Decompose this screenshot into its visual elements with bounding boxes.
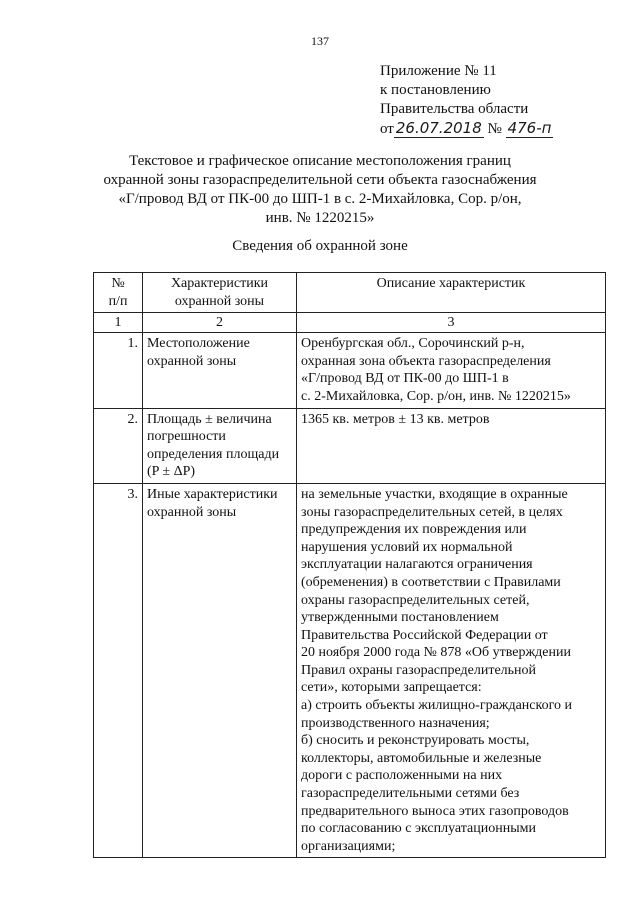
title-line-3: «Г/провод ВД от ПК-00 до ШП-1 в с. 2-Михайловка, Сор. р/он, — [118, 191, 522, 207]
table-row — [94, 333, 606, 408]
row-characteristic: Местоположение охранной зоны — [143, 333, 297, 408]
row-description: на земельные участки, входящие в охранные зоны газораспределительных сетей, в целях предупреждения их повреждения или нарушения условий их нормальной эксплуатации налагаются ограничения (обременения) в соответствии с Правилами охраны газораспределительных сетей, утвержденными постановлением Правительства Российской Федерации от 20 ноября 2000 года № 878 «Об утверждении Правил охраны газораспределительной сети», которыми запрещается: а) строить объекты жилищно-гражданского и производственного назначения; б) сносить и реконструировать мосты, коллекторы, автомобильные и железные дороги с расположенными на них газораспределительными сетями без предварительного выноса этих газопроводов по согласованию с эксплуатационными организациями; — [297, 483, 606, 857]
date-prefix: от — [380, 121, 394, 137]
protection-zone-table — [93, 272, 606, 858]
column-index-row — [94, 313, 606, 333]
header-num: № п/п — [94, 273, 143, 313]
header-description: Описание характеристик — [297, 273, 606, 313]
document-title — [90, 152, 550, 228]
row-number: 1. — [94, 333, 143, 408]
appendix-block — [380, 62, 553, 139]
row-characteristic: Площадь ± величина погрешности определения площади (P ± ΔP) — [143, 408, 297, 483]
table-row — [94, 483, 606, 857]
handwritten-date: 26.07.2018 — [395, 119, 482, 137]
number-prefix: № — [487, 121, 502, 137]
page-number: 137 — [311, 34, 329, 48]
appendix-date-line — [380, 119, 553, 139]
row-number: 2. — [94, 408, 143, 483]
title-line-4: инв. № 1220215» — [265, 210, 375, 226]
appendix-line-3: Правительства области — [380, 101, 529, 117]
column-index-3: 3 — [297, 313, 606, 333]
title-line-2: охранной зоны газораспределительной сети объекта газоснабжения — [103, 172, 537, 188]
header-characteristics: Характеристики охранной зоны — [143, 273, 297, 313]
column-index-1: 1 — [94, 313, 143, 333]
table-row — [94, 408, 606, 483]
row-description: 1365 кв. метров ± 13 кв. метров — [297, 408, 606, 483]
appendix-line-2: к постановлению — [380, 82, 491, 98]
appendix-line-1: Приложение № 11 — [380, 63, 497, 79]
handwritten-number: 476-п — [507, 119, 552, 137]
column-index-2: 2 — [143, 313, 297, 333]
table-header-row — [94, 273, 606, 313]
row-characteristic: Иные характеристики охранной зоны — [143, 483, 297, 857]
section-title: Сведения об охранной зоне — [232, 238, 408, 254]
row-number: 3. — [94, 483, 143, 857]
row-description: Оренбургская обл., Сорочинский р-н, охранная зона объекта газораспределения «Г/провод ВД от ПК-00 до ШП-1 в с. 2-Михайловка, Сор. р/он, инв. № 1220215» — [297, 333, 606, 408]
title-line-1: Текстовое и графическое описание местоположения границ — [129, 153, 511, 169]
